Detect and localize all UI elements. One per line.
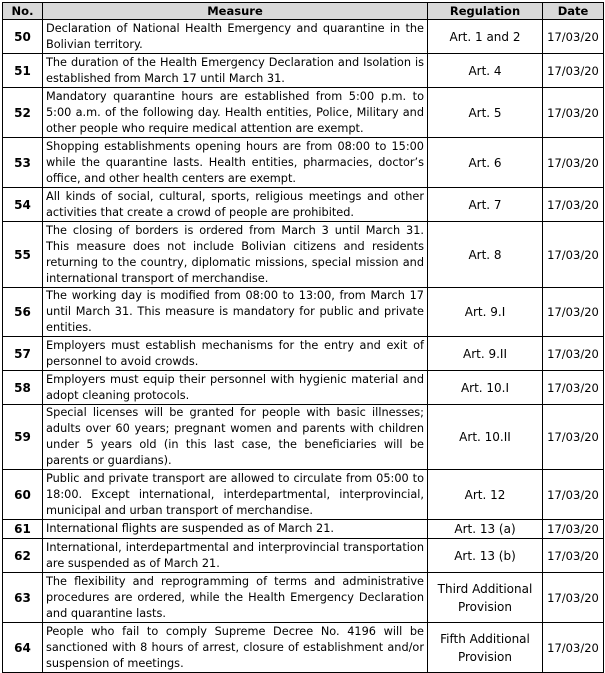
- table-row: [3, 288, 604, 337]
- table-header: [3, 3, 604, 20]
- regulation-text: Third Additional Provision: [428, 573, 543, 623]
- row-number: 54: [3, 188, 43, 222]
- measure-text: International flights are suspended as of March 21.: [43, 520, 428, 539]
- table-row: [3, 539, 604, 573]
- date-text: 17/03/20: [543, 539, 604, 573]
- row-number: 51: [3, 54, 43, 88]
- row-number: 63: [3, 573, 43, 623]
- measure-text: The duration of the Health Emergency Declaration and Isolation is established from March 17 until March 31.: [43, 54, 428, 88]
- measure-text: Shopping establishments opening hours are from 08:00 to 15:00 while the quarantine lasts. Health entities, pharmacies, doctor’s office, and other health centers are exempt.: [43, 138, 428, 188]
- date-text: 17/03/20: [543, 470, 604, 520]
- table-row: [3, 623, 604, 673]
- date-text: 17/03/20: [543, 371, 604, 405]
- regulation-text: Art. 12: [428, 470, 543, 520]
- date-text: 17/03/20: [543, 20, 604, 54]
- header-regulation: Regulation: [428, 3, 543, 20]
- date-text: 17/03/20: [543, 222, 604, 288]
- table-body: [3, 20, 604, 673]
- table-row: [3, 470, 604, 520]
- row-number: 61: [3, 520, 43, 539]
- measure-text: Special licenses will be granted for people with basic illnesses; adults over 60 years; pregnant women and parents with children under 5 years old (in this last case, the beneficiaries will be parents or guardians).: [43, 405, 428, 470]
- regulation-text: Art. 9.I: [428, 288, 543, 337]
- row-number: 64: [3, 623, 43, 673]
- date-text: 17/03/20: [543, 288, 604, 337]
- row-number: 53: [3, 138, 43, 188]
- row-number: 59: [3, 405, 43, 470]
- table-row: [3, 54, 604, 88]
- table-row: [3, 88, 604, 138]
- table-row: [3, 573, 604, 623]
- header-date: Date: [543, 3, 604, 20]
- date-text: 17/03/20: [543, 623, 604, 673]
- date-text: 17/03/20: [543, 138, 604, 188]
- regulation-text: Art. 5: [428, 88, 543, 138]
- regulation-text: Art. 7: [428, 188, 543, 222]
- table-row: [3, 222, 604, 288]
- header-row: [3, 3, 604, 20]
- measure-text: Public and private transport are allowed to circulate from 05:00 to 18:00. Except international, interdepartmental, interprovincial, municipal and urban transport of merchandise.: [43, 470, 428, 520]
- row-number: 60: [3, 470, 43, 520]
- row-number: 56: [3, 288, 43, 337]
- measure-text: People who fail to comply Supreme Decree No. 4196 will be sanctioned with 8 hours of arrest, closure of establishment and/or suspension of meetings.: [43, 623, 428, 673]
- date-text: 17/03/20: [543, 520, 604, 539]
- measure-text: Mandatory quarantine hours are established from 5:00 p.m. to 5:00 a.m. of the following day. Health entities, Police, Military and other people who require medical attention are exempt.: [43, 88, 428, 138]
- row-number: 50: [3, 20, 43, 54]
- header-no: No.: [3, 3, 43, 20]
- regulation-text: Art. 4: [428, 54, 543, 88]
- regulation-text: Fifth Additional Provision: [428, 623, 543, 673]
- date-text: 17/03/20: [543, 405, 604, 470]
- regulation-text: Art. 13 (a): [428, 520, 543, 539]
- measure-text: Declaration of National Health Emergency and quarantine in the Bolivian territory.: [43, 20, 428, 54]
- measure-text: Employers must establish mechanisms for the entry and exit of personnel to avoid crowds.: [43, 337, 428, 371]
- table-row: [3, 337, 604, 371]
- table-row: [3, 138, 604, 188]
- regulation-text: Art. 13 (b): [428, 539, 543, 573]
- date-text: 17/03/20: [543, 54, 604, 88]
- row-number: 58: [3, 371, 43, 405]
- regulation-text: Art. 8: [428, 222, 543, 288]
- row-number: 52: [3, 88, 43, 138]
- date-text: 17/03/20: [543, 573, 604, 623]
- measure-text: International, interdepartmental and interprovincial transportation are suspended as of March 21.: [43, 539, 428, 573]
- regulation-text: Art. 10.II: [428, 405, 543, 470]
- row-number: 55: [3, 222, 43, 288]
- regulation-text: Art. 10.I: [428, 371, 543, 405]
- measure-text: The closing of borders is ordered from March 3 until March 31. This measure does not include Bolivian citizens and residents returning to the country, diplomatic missions, special mission and international transport of merchandise.: [43, 222, 428, 288]
- date-text: 17/03/20: [543, 337, 604, 371]
- measure-text: Employers must equip their personnel with hygienic material and adopt cleaning protocols.: [43, 371, 428, 405]
- table-row: [3, 20, 604, 54]
- table-row: [3, 371, 604, 405]
- row-number: 57: [3, 337, 43, 371]
- date-text: 17/03/20: [543, 188, 604, 222]
- regulation-text: Art. 9.II: [428, 337, 543, 371]
- regulation-text: Art. 1 and 2: [428, 20, 543, 54]
- measures-table: [2, 2, 604, 673]
- measure-text: The working day is modified from 08:00 to 13:00, from March 17 until March 31. This measure is mandatory for public and private entities.: [43, 288, 428, 337]
- row-number: 62: [3, 539, 43, 573]
- table-row: [3, 520, 604, 539]
- header-measure: Measure: [43, 3, 428, 20]
- measure-text: The flexibility and reprogramming of terms and administrative procedures are ordered, while the Health Emergency Declaration and quarantine lasts.: [43, 573, 428, 623]
- measure-text: All kinds of social, cultural, sports, religious meetings and other activities that create a crowd of people are prohibited.: [43, 188, 428, 222]
- date-text: 17/03/20: [543, 88, 604, 138]
- regulation-text: Art. 6: [428, 138, 543, 188]
- table-row: [3, 188, 604, 222]
- table-row: [3, 405, 604, 470]
